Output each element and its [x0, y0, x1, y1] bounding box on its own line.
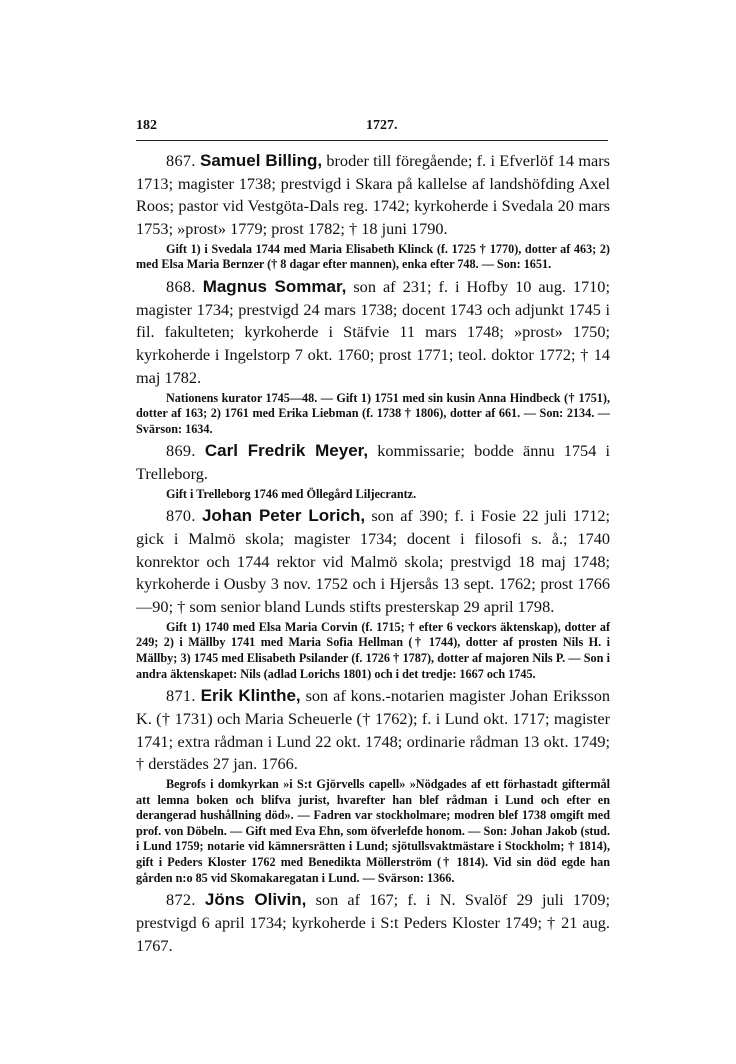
- entry-number: 870.: [166, 506, 196, 526]
- entry-text: kommissarie; bodde ännu 1754 i Trelleborg.: [136, 441, 610, 483]
- entry-867: [136, 150, 610, 273]
- page-number: 182: [136, 118, 157, 133]
- entry-text: broder till föregående; f. i Efverlöf 14 mars 1713; magister 1738; prestvigd i Skara på kallelse af landshöfding Axel Roos; pastor vid Vestgöta-Dals reg. 1742; kyrkoherde i Svedala 20 mars 1753; »prost» 1779; prost 1782; † 18 juni 1790.: [136, 151, 610, 239]
- entry-870: [136, 505, 610, 682]
- entry-note: Gift 1) i Svedala 1744 med Maria Elisabeth Klinck (f. 1725 † 1770), dotter af 463; 2) med Elsa Maria Bernzer († 8 dagar efter mannen), enka efter 748. — Son: 1651.: [136, 241, 610, 272]
- entry-name: Magnus Sommar,: [202, 277, 347, 296]
- entry-number: 871.: [166, 686, 196, 706]
- entry-number: 868.: [166, 277, 196, 296]
- entry-871: [136, 685, 610, 886]
- entry-note: Begrofs i domkyrkan »i S:t Gjörvells capell» »Nödgades af ett förhastadt giftermål att lemna boken och blifva jurist, hvarefter han blef rådman i Lund och efter en derangerad hushållning död». — Fadren var stockholmare; modren blef 1738 omgift med prof. von Döbeln. — Gift med Eva Ehn, som öfverlefde honom. — Son: Johan Jakob (stud. i Lund 1759; notarie vid kämnersrätten i Lund; sjötullsvaktmästare i Stockholm; † 1814), gift i Peders Kloster 1762 med Benedikta Möllerström († 1814). Vid sin död egde han gården n:o 85 vid Skomakaregatan i Lund. — Svärson: 1366.: [136, 777, 610, 885]
- entry-872: [136, 889, 610, 957]
- entry-name: Johan Peter Lorich,: [201, 506, 366, 526]
- entries-column: [136, 150, 610, 957]
- entry-text: son af kons.-notarien magister Johan Eriksson K. († 1731) och Maria Scheuerle († 1762); f. i Lund okt. 1717; magister 1741; extra rådman i Lund 22 okt. 1748; ordinarie rådman 13 okt. 1749; † derstädes 27 jan. 1766.: [136, 686, 611, 774]
- entry-number: 872.: [166, 890, 196, 910]
- entry-name: Carl Fredrik Meyer,: [204, 441, 369, 461]
- entry-main: [136, 440, 610, 485]
- page-header: [136, 118, 608, 138]
- entry-text: son af 390; f. i Fosie 22 juli 1712; gick i Malmö skola; magister 1734; docent i filosofi s. å.; 1740 konrektor och 1744 rektor vid Malmö skola; prestvigd 18 maj 1748; kyrkoherde i Ousby 3 nov. 1752 och i Hjersås 13 sept. 1762; prost 1766—90; † som senior bland Lunds stifts presterskap 29 april 1798.: [136, 506, 610, 617]
- entry-name: Samuel Billing,: [200, 151, 323, 170]
- entry-main: [136, 505, 610, 619]
- entry-main: [136, 889, 610, 957]
- entry-number: 869.: [166, 441, 196, 461]
- entry-main: [136, 150, 610, 241]
- entry-main: [136, 685, 610, 776]
- header-rule: [136, 140, 608, 141]
- entry-note: Gift 1) 1740 med Elsa Maria Corvin (f. 1715; † efter 6 veckors äktenskap), dotter af 249; 2) i Mällby 1741 med Maria Sofia Hellman († 1744), dotter af prosten Nils H. i Mällby; 3) 1745 med Elisabeth Psilander (f. 1726 † 1787), dotter af majoren Nils P. — Son i andra äktenskapet: Nils (adlad Lorichs 1801) och i det tredje: 1667 och 1745.: [136, 619, 610, 681]
- entry-note: Nationens kurator 1745—48. — Gift 1) 1751 med sin kusin Anna Hindbeck († 1751), dotter af 163; 2) 1761 med Erika Liebman (f. 1738 † 1806), dotter af 661. — Son: 2134. — Svärson: 1634.: [136, 390, 610, 436]
- entry-main: [136, 276, 610, 390]
- entry-number: 867.: [166, 151, 196, 170]
- entry-note: Gift i Trelleborg 1746 med Öllegård Liljecrantz.: [166, 486, 417, 501]
- entry-text: son af 167; f. i N. Svalöf 29 juli 1709; prestvigd 6 april 1734; kyrkoherde i S:t Peders Kloster 1749; † 21 aug. 1767.: [136, 890, 610, 955]
- entry-868: [136, 276, 610, 437]
- entry-name: Erik Klinthe,: [200, 686, 301, 706]
- header-year: 1727.: [366, 118, 398, 133]
- entry-name: Jöns Olivin,: [204, 890, 307, 910]
- entry-869: [136, 440, 610, 502]
- entry-text: son af 231; f. i Hofby 10 aug. 1710; magister 1734; prestvigd 24 mars 1738; docent 1743 och adjunkt 1745 i fil. fakulteten; kyrkoherde i Stäfvie 11 mars 1748; »prost» 1750; kyrkoherde i Ingelstorp 7 okt. 1760; prost 1771; teol. doktor 1772; † 14 maj 1782.: [136, 277, 610, 387]
